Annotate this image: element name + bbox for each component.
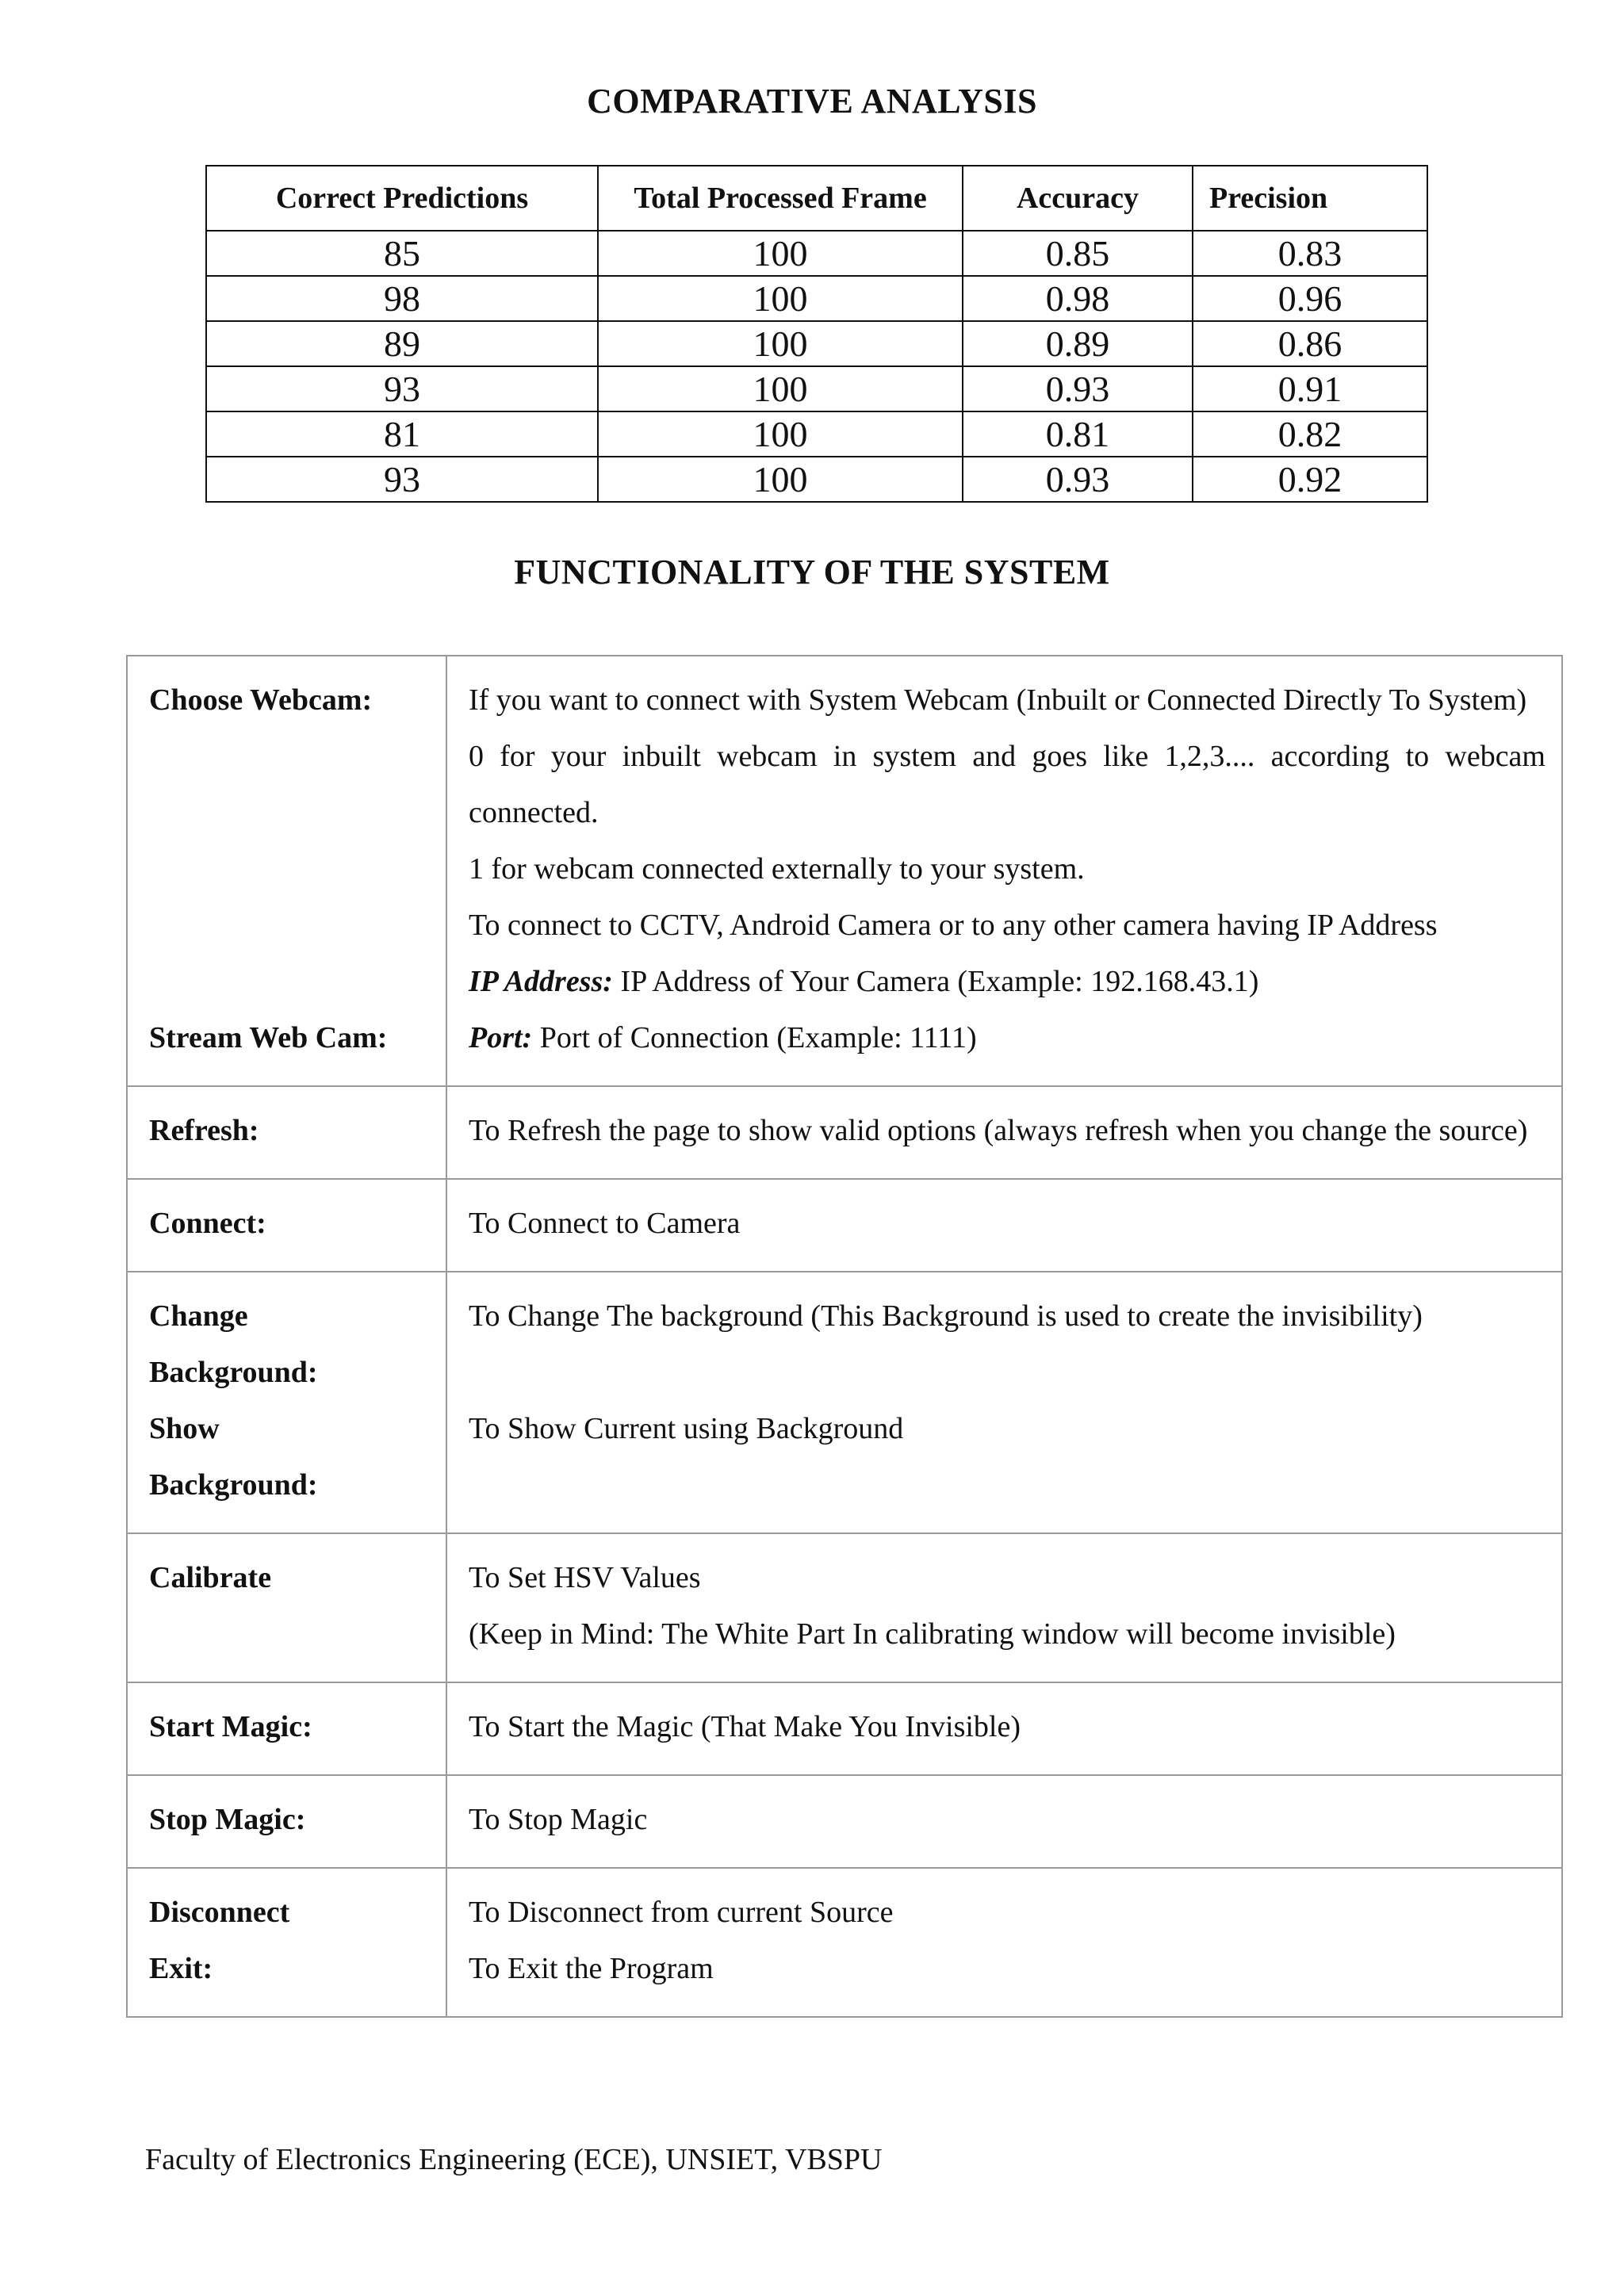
- start-magic-row: [127, 1682, 1562, 1775]
- table-row: [206, 366, 1427, 411]
- calibrate-label: Calibrate: [127, 1533, 446, 1682]
- webcam-line-4: To connect to CCTV, Android Camera or to any other camera having IP Address: [469, 909, 1438, 942]
- refresh-label: Refresh:: [127, 1086, 446, 1179]
- table-row: [206, 411, 1427, 457]
- comparative-header-row: [206, 166, 1427, 231]
- calibrate-row: [127, 1533, 1562, 1682]
- disconnect-row: [127, 1868, 1562, 2017]
- cell-accuracy: 0.85: [963, 231, 1193, 276]
- cell-total: 100: [598, 366, 963, 411]
- webcam-row: [127, 656, 1562, 1086]
- stop-magic-label: Stop Magic:: [127, 1775, 446, 1868]
- start-magic-label: Start Magic:: [127, 1682, 446, 1775]
- exit-label: Exit:: [149, 1952, 213, 1985]
- cell-correct: 81: [206, 411, 598, 457]
- calibrate-text-1: To Set HSV Values: [469, 1561, 701, 1594]
- cell-total: 100: [598, 457, 963, 502]
- cell-precision: 0.83: [1193, 231, 1427, 276]
- change-background-text: To Change The background (This Background is used to create the invisibility): [469, 1299, 1423, 1333]
- table-row: [206, 321, 1427, 366]
- stop-magic-row: [127, 1775, 1562, 1868]
- port-line: [469, 1010, 1545, 1066]
- connect-label: Connect:: [127, 1179, 446, 1272]
- cell-precision: 0.92: [1193, 457, 1427, 502]
- background-description: [446, 1272, 1562, 1533]
- ip-address-label: IP Address:: [469, 965, 613, 998]
- webcam-line-3: 1 for webcam connected externally to your system.: [469, 852, 1085, 886]
- stream-webcam-label: Stream Web Cam:: [149, 1021, 388, 1054]
- show-background-label-1: Show: [149, 1412, 220, 1445]
- change-background-label-2: Background:: [149, 1356, 318, 1389]
- disconnect-description: [446, 1868, 1562, 2017]
- refresh-description: To Refresh the page to show valid options (always refresh when you change the source): [446, 1086, 1562, 1179]
- webcam-line-2: 0 for your inbuilt webcam in system and goes like 1,2,3.... according to webcam connected.: [469, 740, 1545, 829]
- cell-correct: 98: [206, 276, 598, 321]
- choose-webcam-label: Choose Webcam:: [149, 683, 373, 717]
- show-background-label-2: Background:: [149, 1468, 318, 1502]
- comparative-table: [205, 165, 1428, 503]
- start-magic-description: To Start the Magic (That Make You Invisible): [446, 1682, 1562, 1775]
- cell-accuracy: 0.89: [963, 321, 1193, 366]
- cell-total: 100: [598, 321, 963, 366]
- cell-precision: 0.86: [1193, 321, 1427, 366]
- cell-correct: 93: [206, 366, 598, 411]
- change-background-label-1: Change: [149, 1299, 248, 1333]
- functionality-title: FUNCTIONALITY OF THE SYSTEM: [514, 553, 1110, 591]
- cell-correct: 85: [206, 231, 598, 276]
- cell-total: 100: [598, 276, 963, 321]
- background-labels: [127, 1272, 446, 1533]
- ip-address-line: [469, 954, 1545, 1010]
- webcam-line-1: If you want to connect with System Webcam (Inbuilt or Connected Directly To System): [469, 683, 1527, 717]
- header-precision: Precision: [1193, 166, 1427, 231]
- header-accuracy: Accuracy: [963, 166, 1193, 231]
- cell-total: 100: [598, 411, 963, 457]
- cell-correct: 89: [206, 321, 598, 366]
- calibrate-text-2: (Keep in Mind: The White Part In calibrating window will become invisible): [469, 1617, 1396, 1651]
- exit-text: To Exit the Program: [469, 1952, 714, 1985]
- connect-row: [127, 1179, 1562, 1272]
- port-text: Port of Connection (Example: 1111): [532, 1021, 977, 1054]
- comparative-analysis-title: COMPARATIVE ANALYSIS: [587, 82, 1037, 121]
- page-footer: Faculty of Electronics Engineering (ECE), UNSIET, VBSPU: [145, 2143, 883, 2176]
- cell-precision: 0.96: [1193, 276, 1427, 321]
- webcam-description: [446, 656, 1562, 1086]
- disconnect-labels: [127, 1868, 446, 2017]
- cell-total: 100: [598, 231, 963, 276]
- table-row: [206, 276, 1427, 321]
- table-row: [206, 231, 1427, 276]
- connect-description: To Connect to Camera: [446, 1179, 1562, 1272]
- show-background-text: To Show Current using Background: [469, 1412, 904, 1445]
- ip-address-text: IP Address of Your Camera (Example: 192.168.43.1): [612, 965, 1259, 998]
- cell-accuracy: 0.81: [963, 411, 1193, 457]
- functionality-table: [126, 655, 1563, 2018]
- cell-accuracy: 0.93: [963, 457, 1193, 502]
- background-row: [127, 1272, 1562, 1533]
- cell-precision: 0.82: [1193, 411, 1427, 457]
- disconnect-label: Disconnect: [149, 1896, 290, 1929]
- cell-correct: 93: [206, 457, 598, 502]
- webcam-labels: [127, 656, 446, 1086]
- header-correct-predictions: Correct Predictions: [206, 166, 598, 231]
- disconnect-text: To Disconnect from current Source: [469, 1896, 894, 1929]
- table-row: [206, 457, 1427, 502]
- cell-accuracy: 0.93: [963, 366, 1193, 411]
- calibrate-description: [446, 1533, 1562, 1682]
- header-total-processed-frame: Total Processed Frame: [598, 166, 963, 231]
- stop-magic-description: To Stop Magic: [446, 1775, 1562, 1868]
- cell-accuracy: 0.98: [963, 276, 1193, 321]
- refresh-row: [127, 1086, 1562, 1179]
- cell-precision: 0.91: [1193, 366, 1427, 411]
- port-label: Port:: [469, 1021, 533, 1054]
